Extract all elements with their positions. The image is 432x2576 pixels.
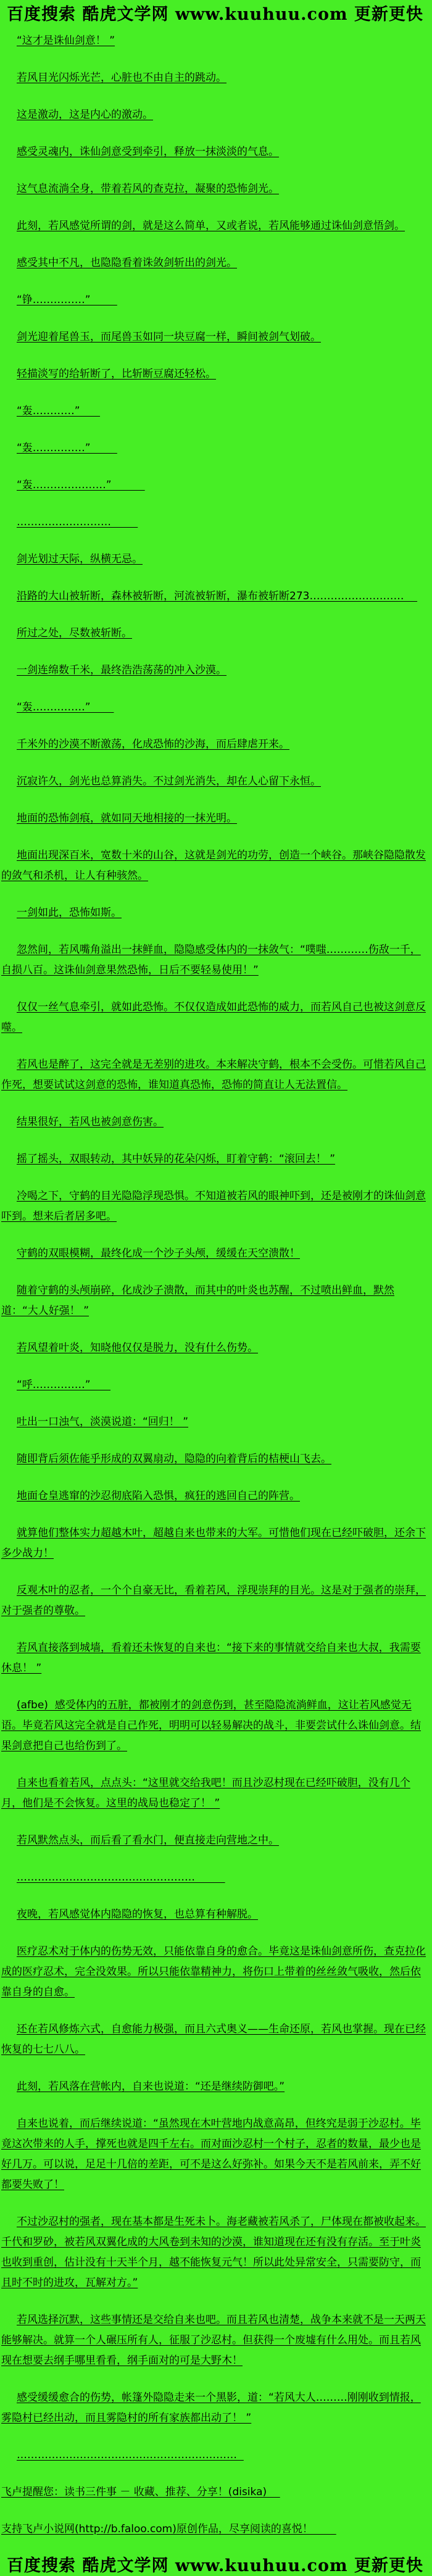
novel-paragraph: 此刻，若风落在营帐内，自来也说道：“还是继续防御吧。” — [17, 2080, 285, 2093]
novel-paragraph: 感受缓缓愈合的伤势，帐篷外隐隐走来一个黑影，道：“若风大人………刚刚收到情报，雾隐村已经出动，而且雾隐村的所有家族都出动了！ ” — [1, 2391, 421, 2424]
novel-paragraph: 仅仅一丝气息牵引，就如此恐怖。不仅仅造成如此恐怖的威力，而若风自己也被这剑意反噬。 — [1, 1001, 426, 1034]
novel-paragraph: 此刻，若风感觉所谓的剑，就是这么简单，又或者说，若风能够通过诛仙剑意悟剑。 — [17, 220, 405, 232]
novel-paragraph: 沉寂许久，剑光也总算消失。不过剑光消失，却在人心留下永恒。 — [17, 775, 321, 787]
novel-paragraph: 若风望着叶炎，知晓他仅仅是脱力，没有什么伤势。 — [17, 1342, 258, 1354]
novel-paragraph: 若风目光闪烁光芒，心脏也不由自主的跳动。 — [17, 72, 226, 84]
novel-paragraph: ……………………… — [17, 516, 138, 528]
novel-paragraph: 这气息流淌全身，带着若风的查克拉，凝聚的恐怖剑光。 — [17, 183, 279, 195]
novel-paragraph: 一剑连绵数千米，最终浩浩荡荡的冲入沙漠。 — [17, 664, 226, 676]
novel-paragraph: “这才是诛仙剑意！ ” — [17, 35, 115, 47]
novel-paragraph: “轰…………………” — [17, 479, 145, 491]
novel-paragraph: 千米外的沙漠不断激荡，化成恐怖的沙海，而后肆虐开来。 — [17, 738, 289, 750]
novel-paragraph: …………………………………………… — [17, 1871, 225, 1884]
novel-paragraph: 剑光迎着尾兽玉，而尾兽玉如同一块豆腐一样，瞬间被剑气划破。 — [17, 331, 321, 343]
novel-paragraph: 医疗忍术对于体内的伤势无效，只能依靠自身的愈合。毕竟这是诛仙剑意所伤，查克拉化成的医疗忍术，完全没效果。所以只能依靠精神力，将伤口上带着的丝丝敛气吸收，然后依靠自身的自愈。 — [1, 1945, 426, 1998]
novel-paragraph: “轰……………” — [17, 701, 114, 713]
novel-paragraph: 夜晚，若风感觉体内隐隐的恢复，也总算有种解脱。 — [17, 1908, 258, 1921]
novel-paragraph: “呼……………” — [17, 1379, 111, 1391]
site-banner-bottom: 百度搜索 酷虎文学网 www.kuuhuu.com 更新更快 — [7, 2556, 423, 2575]
novel-paragraph: “铮……………” — [17, 294, 117, 306]
novel-paragraph: “轰……………” — [17, 442, 117, 454]
novel-paragraph: 忽然间，若风嘴角溢出一抹鲜血，隐隐感受体内的一抹敛气：“噗嗤…………伤敌一千，自损八百。这诛仙剑意果然恐怖，日后不要轻易使用！” — [1, 944, 421, 976]
novel-paragraph: 自来也看着若风，点点头：“这里就交给我吧！而且沙忍村现在已经吓破胆，没有几个月，他们是不会恢复。这里的战局也稳定了！ ” — [1, 1777, 410, 1809]
novel-paragraph: 若风也是醉了，这完全就是无差别的进攻。本来解决守鹤，根本不会受伤。可惜若风自己作死，想要试试这剑意的恐怖，谁知道真恐怖，恐怖的简直让人无法置信。 — [1, 1058, 426, 1091]
novel-paragraph: 沿路的大山被斩断，森林被斩断，河流被斩断，瀑布被斩断273……………………… — [17, 590, 418, 602]
novel-paragraph: 这是激动，这是内心的激动。 — [17, 109, 153, 121]
novel-paragraph: 摇了摇头，双眼转动，其中妖异的花朵闪烁，盯着守鹤：“滚回去！ ” — [17, 1153, 336, 1165]
novel-paragraph: 感受灵魂内，诛仙剑意受到牵引，释放一抹淡淡的气息。 — [17, 146, 279, 158]
novel-paragraph: 自来也说着，而后继续说道：“虽然现在木叶营地内战意高昂，但终究是弱于沙忍村。毕竟这次带来的人手，撑死也就是四千左右。而对面沙忍村一个村子，忍者的数量，最少也是好几万。可以说，足足十几倍的差距，可不是这么好弥补。如果今天不是若风前来，弄不好都要失败了！ — [1, 2117, 421, 2191]
novel-paragraph: 还在若风修炼六式，自愈能力极强，而且六式奥义——生命还原，若风也掌握。现在已经恢复的七七八八。 — [1, 2023, 426, 2056]
novel-paragraph: 若风直接落到城墙，看着还未恢复的自来也：“接下来的事情就交给自来也大叔，我需要休息！ ” — [1, 1642, 421, 1674]
novel-paragraph: “轰…………” — [17, 405, 101, 417]
novel-paragraph: 轻描淡写的给斩断了，比斩断豆腐还轻松。 — [17, 368, 216, 380]
novel-paragraph: 就算他们整体实力超越木叶，超越自来也带来的大军。可惜他们现在已经吓破胆，还余下多少战力！ — [1, 1527, 426, 1560]
novel-paragraph: 飞卢提醒您：读书三件事 － 收藏、推荐、分享！(disika) — [1, 2486, 280, 2498]
novel-paragraph: 地面仓皇逃窜的沙忍彻底陷入恐惧，疯狂的逃回自己的阵营。 — [17, 1490, 300, 1502]
novel-paragraph: 感受其中不凡，也隐隐看着诛敛剑斩出的剑光。 — [17, 257, 237, 269]
novel-paragraph: 冷喝之下，守鹤的目光隐隐浮现恐惧。不知道被若风的眼神吓到，还是被刚才的诛仙剑意吓到。想来后者居多吧。 — [1, 1190, 426, 1223]
novel-paragraph: 所过之处，尽数被斩断。 — [17, 627, 132, 639]
novel-paragraph: 结果很好，若风也被剑意伤害。 — [17, 1116, 164, 1128]
site-banner-top: 百度搜索 酷虎文学网 www.kuuhuu.com 更新更快 — [7, 5, 423, 24]
novel-paragraph: 随即背后须佐能乎形成的双翼扇动，隐隐的向着背后的桔梗山飞去。 — [17, 1453, 331, 1465]
novel-paragraph: 随着守鹤的头颅崩碎，化成沙子溃散，而其中的叶炎也苏醒，不过喷出鲜血，默然道：“大人好强！ ” — [1, 1284, 394, 1317]
novel-paragraph: 一剑如此，恐怖如斯。 — [17, 907, 122, 919]
novel-paragraph: 支持飞卢小说网(http://b.faloo.com)原创作品，尽享阅读的喜悦！ — [1, 2523, 336, 2535]
novel-paragraph: 守鹤的双眼模糊，最终化成一个沙子头颅，缓缓在天空溃散！ — [17, 1247, 300, 1260]
novel-paragraph: 地面的恐怖剑痕，就如同天地相接的一抹光明。 — [17, 812, 237, 825]
paragraph-list — [1, 31, 429, 2540]
novel-paragraph: (afbe) 感受体内的五脏，都被刚才的剑意伤到，甚至隐隐流淌鲜血，这让若风感觉无语。毕竟若风这完全就是自己作死，明明可以轻易解决的战斗，非要尝试什么诛仙剑意。结果剑意把自己也给伤到了。 — [1, 1699, 421, 1752]
novel-paragraph: 不过沙忍村的强者，现在基本都是生死未卜。海老藏被若风杀了，尸体现在都被收起来。千代和罗砂，被若风双翼化成的大风卷到未知的沙漠，谁知道现在还有没有存活。至于叶炎也收到重创，估计没有十天半个月，越不能恢复元气！所以此处异常安全，只需要防守，而且时不时的进攻，瓦解对方。” — [1, 2216, 426, 2289]
novel-paragraph: ……………………………………………………… — [17, 2449, 244, 2461]
novel-paragraph: 地面出现深百米，宽数十米的山谷，这就是剑光的功劳，创造一个峡谷。那峡谷隐隐散发的敛气和杀机，让人有种骇然。 — [1, 849, 426, 882]
novel-paragraph: 吐出一口浊气，淡漠说道：“回归！ ” — [17, 1416, 189, 1428]
novel-paragraph: 若风默然点头，而后看了看水门，便直接走向营地之中。 — [17, 1834, 279, 1847]
novel-paragraph: 剑光划过天际，纵横无忌。 — [17, 553, 143, 565]
novel-paragraph: 若风选择沉默，这些事情还是交给自来也吧。而且若风也清楚，战争本来就不是一天两天能够解决。就算一个人碾压所有人，征服了沙忍村。但获得一个废墟有什么用处。而且若风现在想要去纲手哪里看看，纲手面对的可是大野木！ — [1, 2314, 426, 2367]
novel-paragraph: 反观木叶的忍者，一个个自豪无比，看着若风，浮现崇拜的目光。这是对于强者的崇拜，对于强者的尊敬。 — [1, 1584, 426, 1617]
